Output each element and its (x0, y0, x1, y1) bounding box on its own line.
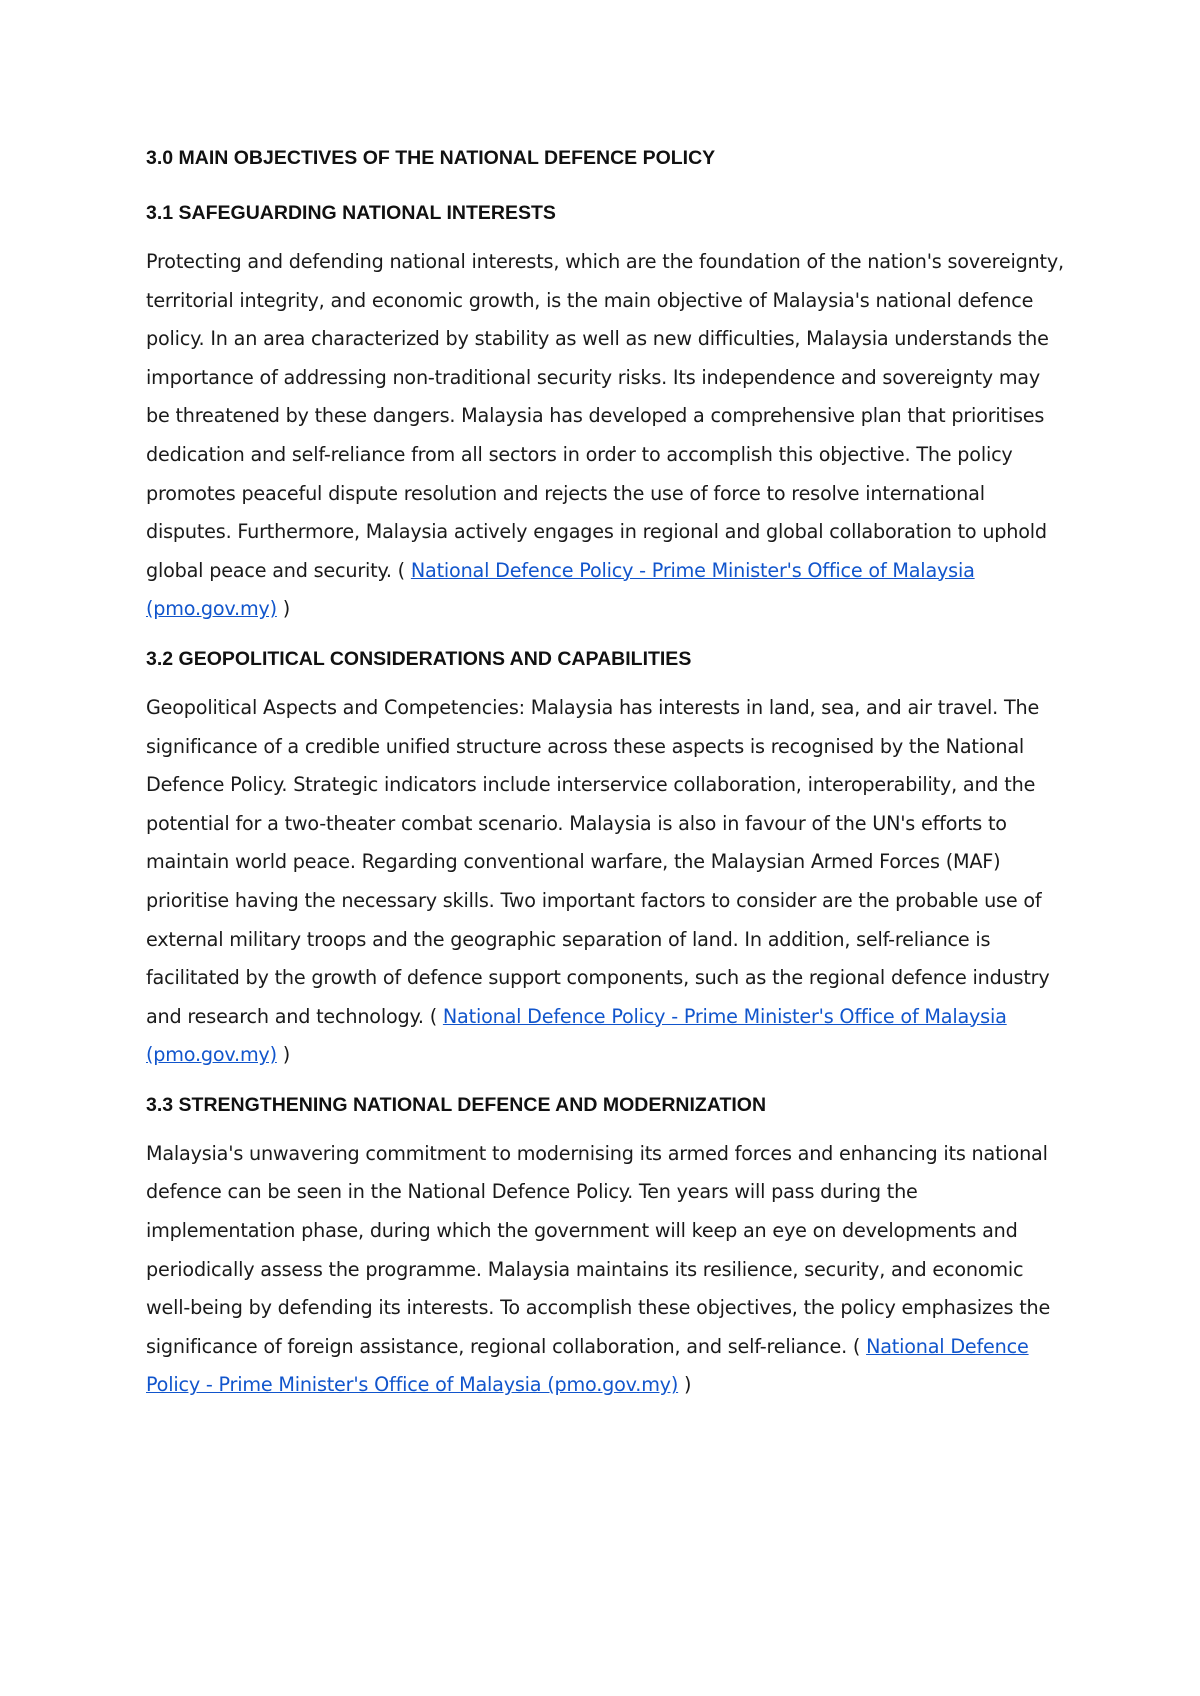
section-body-text: Malaysia's unwavering commitment to modernising its armed forces and enhancing its national defence can be seen in the National Defence Policy. Ten years will pass during the implementation phase, during which the government will keep an eye on developments and periodically assess the programme. Malaysia maintains its resilience, security, and economic well-being by defending its interests. To accomplish these objectives, the policy emphasizes the significance of foreign assistance, regional collaboration, and self-reliance. ( (146, 1141, 1051, 1358)
section-body-3-1 (146, 243, 1066, 629)
section-body-closing: ) (678, 1373, 692, 1397)
section-heading-3-3: 3.3 STRENGTHENING NATIONAL DEFENCE AND MODERNIZATION (146, 1093, 767, 1116)
main-heading: 3.0 MAIN OBJECTIVES OF THE NATIONAL DEFENCE POLICY (146, 147, 716, 169)
section-body-text: Protecting and defending national interests, which are the foundation of the nation's sovereignty, territorial integrity, and economic growth, is the main objective of Malaysia's national defence policy. In an area characterized by stability as well as new difficulties, Malaysia understands the importance of addressing non-traditional security risks. Its independence and sovereignty may be threatened by these dangers. Malaysia has developed a comprehensive plan that prioritises dedication and self-reliance from all sectors in order to accomplish this objective. The policy promotes peaceful dispute resolution and rejects the use of force to resolve international disputes. Furthermore, Malaysia actively engages in regional and global collaboration to uphold global peace and security. ( (146, 250, 1064, 582)
section-body-3-2 (146, 689, 1066, 1075)
section-body-text: Geopolitical Aspects and Competencies: Malaysia has interests in land, sea, and air travel. The significance of a credible unified structure across these aspects is recognised by the National Defence Policy. Strategic indicators include interservice collaboration, interoperability, and the potential for a two-theater combat scenario. Malaysia is also in favour of the UN's efforts to maintain world peace. Regarding conventional warfare, the Malaysian Armed Forces (MAF) prioritise having the necessary skills. Two important factors to consider are the probable use of external military troops and the geographic separation of land. In addition, self-reliance is facilitated by the growth of defence support components, such as the regional defence industry and research and technology. ( (146, 695, 1050, 1028)
section-body-closing: ) (276, 1043, 291, 1067)
reference-link-3-1[interactable]: National Defence Policy - Prime Minister's Office of Malaysia (pmo.gov.my) (146, 558, 975, 621)
reference-link-3-3[interactable]: National Defence Policy - Prime Minister's Office of Malaysia (pmo.gov.my) (146, 1334, 1029, 1397)
section-heading-3-1: 3.1 SAFEGUARDING NATIONAL INTERESTS (146, 202, 556, 224)
section-heading-3-2: 3.2 GEOPOLITICAL CONSIDERATIONS AND CAPABILITIES (146, 647, 692, 670)
reference-link-3-2[interactable]: National Defence Policy - Prime Minister's Office of Malaysia (pmo.gov.my) (146, 1004, 1007, 1067)
document-content (146, 146, 1066, 1423)
section-body-3-3 (146, 1135, 1066, 1405)
section-body-closing: ) (276, 597, 291, 621)
